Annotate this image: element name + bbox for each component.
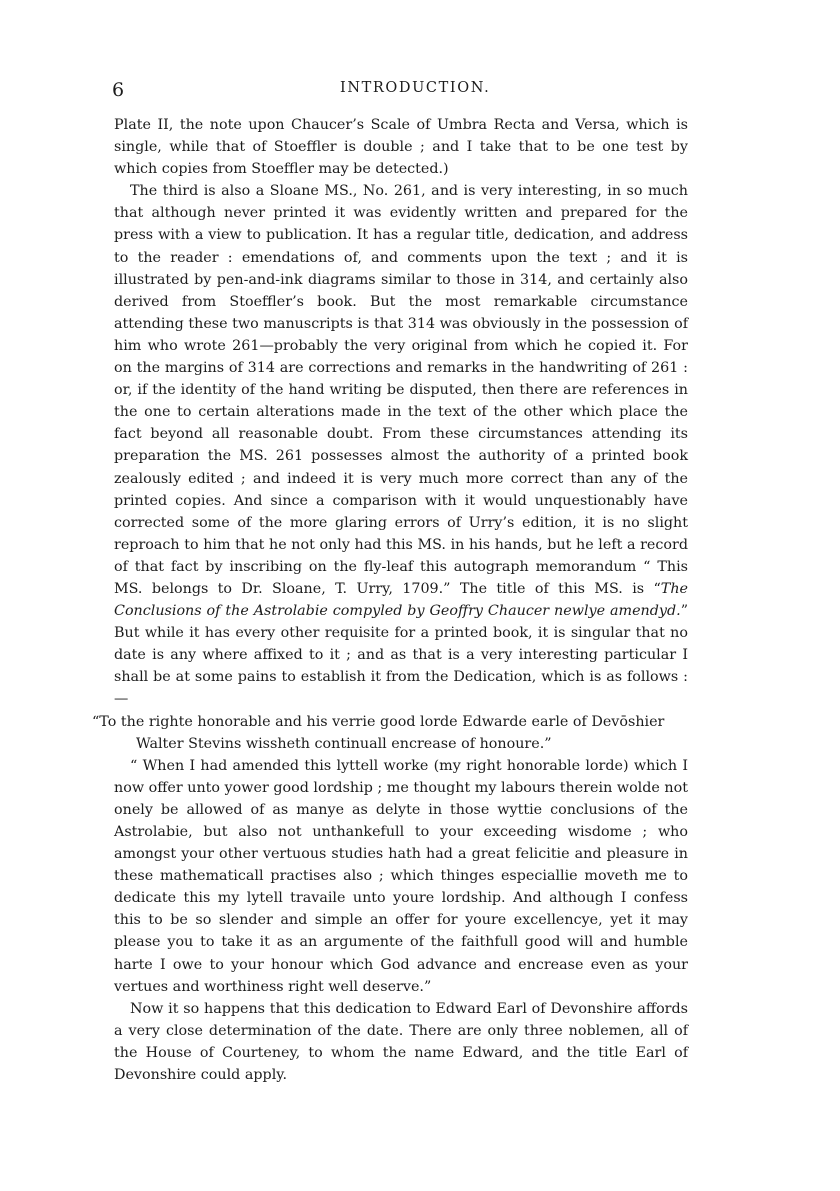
manuscript-title: The Conclusions of the Astrolabie compyled by Geoffry Chaucer newlye amendyd. <box>114 580 688 620</box>
body-text <box>92 114 688 1086</box>
paragraph-sloane-ms <box>114 180 688 710</box>
paragraph-text-tail: ” But while it has every other requisite for a printed book, it is singular that no date is any where affixed to it ; and as that is a very interesting particular I shall be at some pains to establish it from the Dedication, which is as follows :— <box>114 603 688 708</box>
dedication-signature: Walter Stevins wissheth continuall encrease of honoure.” <box>136 735 552 752</box>
paragraph-text: The third is also a Sloane MS., No. 261, and is very interesting, in so much that although never printed it was evidently written and prepared for the press with a view to publication. It has a regular title, dedication, and address to the reader : emendations of, and comments upon the text ; and it is illustrated by pen-and-ink diagrams similar to those in 314, and certainly also derived from Stoeffler’s book. But the most remarkable circumstance attending these two manuscripts is that 314 was obviously in the possession of him who wrote 261—probably the very original from which he copied it. For on the margins of 314 are corrections and remarks in the handwriting of 261 : or, if the identity of the hand writing be disputed, then there are references in the one to certain alterations made in the text of the other which place the fact beyond all reasonable doubt. From these circumstances attending its preparation the MS. 261 possesses almost the authority of a printed book zealously edited ; and indeed it is very much more correct than any of the printed copies. And since a comparison with it would unquestionably have corrected some of the more glaring errors of Urry’s edition, it is no slight reproach to him that he not only had this MS. in his hands, but he left a record of that fact by inscribing on the fly-leaf this autograph memorandum “ This MS. belongs to Dr. Sloane, T. Urry, 1709.” The title of this MS. is “ <box>114 183 688 597</box>
dedication-quote: “ When I had amended this lyttell worke (my right honorable lorde) which I now offer unto yower good lordship ; me thought my labours therein wolde not onely be allowed of as manye as delyte in those wyttie conclusions of the Astrolabie, but also not unthankefull to your exceeding wisdome ; who amongst your other vertuous studies hath had a great felicitie and pleasure in these mathematicall practises also ; which thinges especiallie moveth me to dedicate this my lytell travaile unto youre lordship. And although I confess this to be so slender and simple an offer for youre excellencye, yet it may please you to take it as an argumente of the faithfull good will and humble harte I owe to your honour which God advance and encrease even as your vertues and worthiness right well deserve.” <box>114 757 688 995</box>
paragraph-continued: Plate II, the note upon Chaucer’s Scale of Umbra Recta and Versa, which is single, while that of Stoeffler is double ; and I take that to be one test by which copies from Stoeffler may be detected.) <box>114 117 688 178</box>
running-title: INTRODUCTION. <box>340 80 491 96</box>
page-number: 6 <box>112 79 125 101</box>
dedication-line: “To the righte honorable and his verrie good lorde Edwarde earle of Devōshier <box>92 713 665 730</box>
paragraph-conclusion: Now it so happens that this dedication to Edward Earl of Devonshire affords a very close determination of the date. There are only three noblemen, all of the House of Courteney, to whom the name Edward, and the title Earl of Devonshire could apply. <box>114 1000 688 1084</box>
